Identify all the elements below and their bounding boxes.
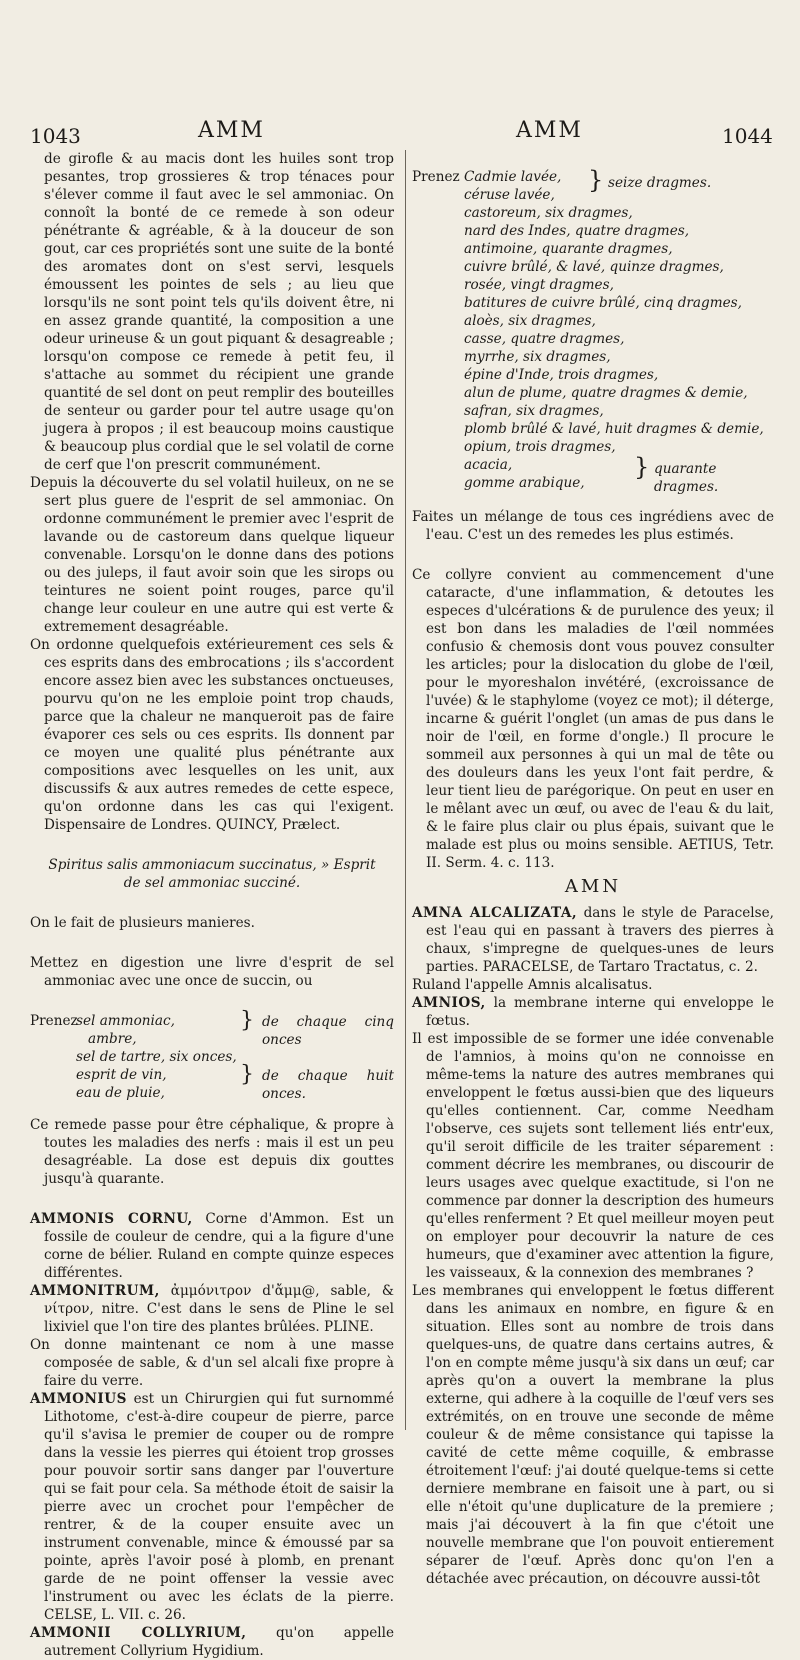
- ingredient: eau de pluie,: [76, 1085, 165, 1101]
- entry-head: AMMONIS CORNU,: [30, 1211, 193, 1227]
- entry-text: est un Chirurgien qui fut surnommé Lithotome, c'est-à-dire coupeur de pierre, parce qu'il s'avisa le premier de couper ou de rompre dans la vessie les pierres qui étoient trop grosses pour pouvoir sortir sans danger par l'ouverture qui se fait pour cela. Sa méthode étoit de saisir la pierre avec un crochet pour l'empêcher de rentrer, & de la couper ensuite avec un instrument convenable, mince & émoussé par sa pointe, après l'avoir posé à plomb, en prenant garde de ne point offenser la vessie avec l'instrument ou avec les éclats de la pierre. CELSE, L. VII. c. 26.: [44, 1391, 394, 1623]
- left-running-head: AMM: [198, 118, 265, 143]
- entry-head: AMNIOS,: [412, 995, 486, 1011]
- recipe-label: Prenez: [30, 1013, 78, 1029]
- entry-head: AMNA ALCALIZATA,: [412, 905, 578, 921]
- ingredient: rosée, vingt dragmes,: [464, 277, 614, 293]
- recipe-label: Prenez: [412, 169, 460, 185]
- column-divider: [405, 150, 406, 1430]
- ingredient: acacia,: [464, 457, 513, 473]
- entry-text: ἀμμόνιτρον d'ἄμμ@, sable, & νίτρον, nitre. C'est dans le sens de Pline le sel lixiviel que l'on tire des plantes brûlées. PLINE.: [44, 1283, 394, 1335]
- paragraph: Ce collyre convient au commencement d'une cataracte, d'une inflammation, & detoutes les especes d'ulcérations & de purulence des yeux; il est bon dans les maladies de l'œil nommées confusio & chemosis dont vous pouvez consulter les articles; pour la dislocation du globe de l'œil, pour le myoreshalon invétéré, (excroissance de l'uvée) & le staphylome (voyez ce mot); il déterge, incarne & guérit l'onglet (un amas de pus dans le noir de l'œil, en forme d'ongle.) Il procure le sommeil aux personnes à qui un mal de tête ou des douleurs dans les yeux l'ont fait perdre, & leur tient lieu de parégorique. On peut en user en le mêlant avec un œuf, ou avec de l'eau & du lait, & le faire plus clair ou plus épais, suivant que le malade est plus ou moins sensible. AETIUS, Tetr. II. Serm. 4. c. 113.: [412, 567, 774, 871]
- entry-ammonis-cornu: [30, 1210, 394, 1282]
- brace-icon: }: [588, 166, 604, 194]
- recipe-collyrium: [412, 168, 774, 494]
- ingredient: Cadmie lavée,: [464, 169, 562, 185]
- left-column: [30, 150, 394, 1660]
- ingredient: sel de tartre, six onces,: [76, 1049, 237, 1065]
- brace-note: de chaque cinq onces: [262, 1014, 394, 1048]
- ingredient: céruse lavée,: [464, 187, 555, 203]
- ingredient: épine d'Inde, trois dragmes,: [464, 367, 659, 383]
- ingredient: nard des Indes, quatre dragmes,: [464, 223, 690, 239]
- recipe-sel-ammoniac: [30, 1008, 394, 1102]
- brace-note: quarante dragmes.: [654, 461, 719, 495]
- entry-ammonii-collyrium: [30, 1624, 394, 1660]
- entry-ammonius: [30, 1390, 394, 1624]
- paragraph: Faites un mélange de tous ces ingrédiens avec de l'eau. C'est un des remedes les plus estimés.: [412, 509, 774, 543]
- ingredient: myrrhe, six dragmes,: [464, 349, 611, 365]
- ingredient: plomb brûlé & lavé, huit dragmes & demie,: [464, 421, 764, 437]
- ingredient: alun de plume, quatre dragmes & demie,: [464, 385, 748, 401]
- left-page-number: 1043: [30, 124, 81, 148]
- spiritus-title: Spiritus salis ammoniacum succinatus, » Esprit de sel ammoniac succiné.: [48, 857, 376, 891]
- paragraph: Mettez en digestion une livre d'esprit de sel ammoniac avec une once de succin, ou: [30, 955, 394, 989]
- ingredient: antimoine, quarante dragmes,: [464, 241, 673, 257]
- ingredient: esprit de vin,: [76, 1067, 167, 1083]
- ingredient: casse, quatre dragmes,: [464, 331, 625, 347]
- paragraph: Les membranes qui enveloppent le fœtus different dans les animaux en nombre, en figure & en situation. Elles sont au nombre de trois dans quelques-uns, de quatre dans certains autres, & l'on en compte même jusqu'à six dans un œuf; car après qu'on a ouvert la membrane la plus externe, qui adhere à la coquille de l'œuf vers ses extrémités, on en trouve une seconde de même couleur & de même consistance qui tapisse la cavité de cette même coquille, & embrasse étroitement l'œuf: j'ai douté quelque-tems si cette derniere membrane en faisoit une à part, ou si elle n'étoit qu'une duplicature de la premiere ; mais j'ai découvert à la fin que c'étoit une nouvelle membrane que l'on pouvoit entierement séparer de l'œuf. Après donc qu'on l'en a détachée avec précaution, on découvre aussi-tôt: [412, 1283, 774, 1587]
- paragraph: de girofle & au macis dont les huiles sont trop pesantes, trop grossieres & trop ténaces pour s'élever comme il faut avec le sel ammoniac. On connoît la bonté de ce remede à son odeur pénétrante & agréable, & à la douceur de son gout, car ces propriétés sont une suite de la bonté des aromates dont on s'est servi, lesquels émoussent les pointes de sels ; au lieu que lorsqu'ils ne sont point tels qu'ils doivent être, ni en assez grande quantité, la composition a une odeur urineuse & un gout piquant & desagreable ; lorsqu'on compose ce remede à petit feu, il s'attache au sommet du récipient une grande quantité de sel dont on peut remplir des bouteilles de senteur ou garder pour tel autre usage qu'on jugera à propos ; il est beaucoup moins caustique & beaucoup plus cordial que le sel volatil de corne de cerf que l'on prescrit communément.: [44, 151, 395, 473]
- ingredient: cuivre brûlé, & lavé, quinze dragmes,: [464, 259, 724, 275]
- entry-head: AMMONIUS: [30, 1391, 127, 1407]
- entry-text: Corne d'Ammon. Est un fossile de couleur de cendre, qui a la figure d'une corne de bélier. Ruland en compte quinze especes différentes.: [44, 1211, 394, 1281]
- brace-note: seize dragmes.: [608, 175, 712, 191]
- paragraph: Depuis la découverte du sel volatil huileux, on ne se sert plus guere de l'esprit de sel ammoniac. On ordonne communément le premier avec l'esprit de lavande ou de castoreum dans quelque liqueur convenable. Lorsqu'on le donne dans des potions ou des juleps, il faut avoir soin que les sirops ou teintures ne soient point rouges, parce qu'il change leur couleur en une autre qui est verte & extremement desagréable.: [30, 475, 394, 635]
- ingredient: batitures de cuivre brûlé, cinq dragmes,: [464, 295, 742, 311]
- ingredient: sel ammoniac,: [76, 1013, 175, 1029]
- entry-ammonitrum: [30, 1282, 394, 1336]
- entry-text: qu'on appelle autrement Collyrium Hygidium.: [44, 1625, 394, 1659]
- ingredient: aloès, six dragmes,: [464, 313, 596, 329]
- section-heading: AMN: [564, 876, 622, 897]
- ingredient: safran, six dragmes,: [464, 403, 604, 419]
- right-column: [412, 168, 774, 1588]
- entry-amnios: [412, 994, 774, 1030]
- right-running-head: AMM: [516, 118, 583, 143]
- ingredient: ambre,: [88, 1031, 137, 1047]
- entry-text: la membrane interne qui enveloppe le fœtus.: [426, 995, 774, 1029]
- right-page-number: 1044: [722, 124, 773, 148]
- paragraph: On le fait de plusieurs manieres.: [30, 915, 255, 931]
- entry-head: AMMONITRUM,: [30, 1283, 160, 1299]
- paragraph: Ruland l'appelle Amnis alcalisatus.: [412, 977, 653, 993]
- ingredient: gomme arabique,: [464, 475, 585, 491]
- entry-head: AMMONII COLLYRIUM,: [30, 1625, 247, 1641]
- entry-text: dans le style de Paracelse, est l'eau qui en passant à travers des pierres à chaux, s'impregne de quelques-unes de leurs parties. PARACELSE, de Tartaro Tractatus, c. 2.: [426, 905, 774, 975]
- ingredient: opium, trois dragmes,: [464, 439, 616, 455]
- paragraph: Ce remede passe pour être céphalique, & propre à toutes les maladies des nerfs : mais il est un peu desagréable. La dose est depuis dix gouttes jusqu'à quarante.: [30, 1117, 394, 1187]
- brace-note: de chaque huit onces.: [262, 1068, 394, 1102]
- brace-icon: }: [240, 1062, 254, 1087]
- ingredient: castoreum, six dragmes,: [464, 205, 633, 221]
- entry-amna-alcalizata: [412, 904, 774, 976]
- brace-icon: }: [240, 1008, 254, 1033]
- paragraph: Il est impossible de se former une idée convenable de l'amnios, à moins qu'on ne connoisse en même-tems la nature des autres membranes qui enveloppent le fœtus aussi-bien que des liqueurs qu'elles contiennent. Car, comme Needham l'observe, ces sujets sont tellement liés entr'eux, qu'il seroit difficile de les traiter séparement : comment décrire les membranes, ou discourir de leurs usages avec quelque exactitude, si l'on ne commence par donner la description des humeurs qu'elles renferment ? Et quel meilleur moyen peut on employer pour decouvrir la nature de ces humeurs, que d'examiner avec attention la figure, les vaisseaux, & la connexion des membranes ?: [412, 1031, 774, 1281]
- brace-icon: }: [634, 453, 650, 481]
- paragraph: On ordonne quelquefois extérieurement ces sels & ces esprits dans des embrocations ; ils s'accordent encore assez bien avec les substances onctueuses, pourvu qu'on ne les emploie point trop chauds, parce que la chaleur ne manqueroit pas de faire évaporer ces sels ou ces esprits. Ils donnent par ce moyen une qualité plus pénétrante aux compositions avec lesquelles on les unit, aux discussifs & aux autres remedes de cette espece, qu'on ordonne dans les cas qui l'exigent. Dispensaire de Londres. QUINCY, Prælect.: [30, 637, 394, 833]
- paragraph: On donne maintenant ce nom à une masse composée de sable, & d'un sel alcali fixe propre à faire du verre.: [30, 1337, 394, 1389]
